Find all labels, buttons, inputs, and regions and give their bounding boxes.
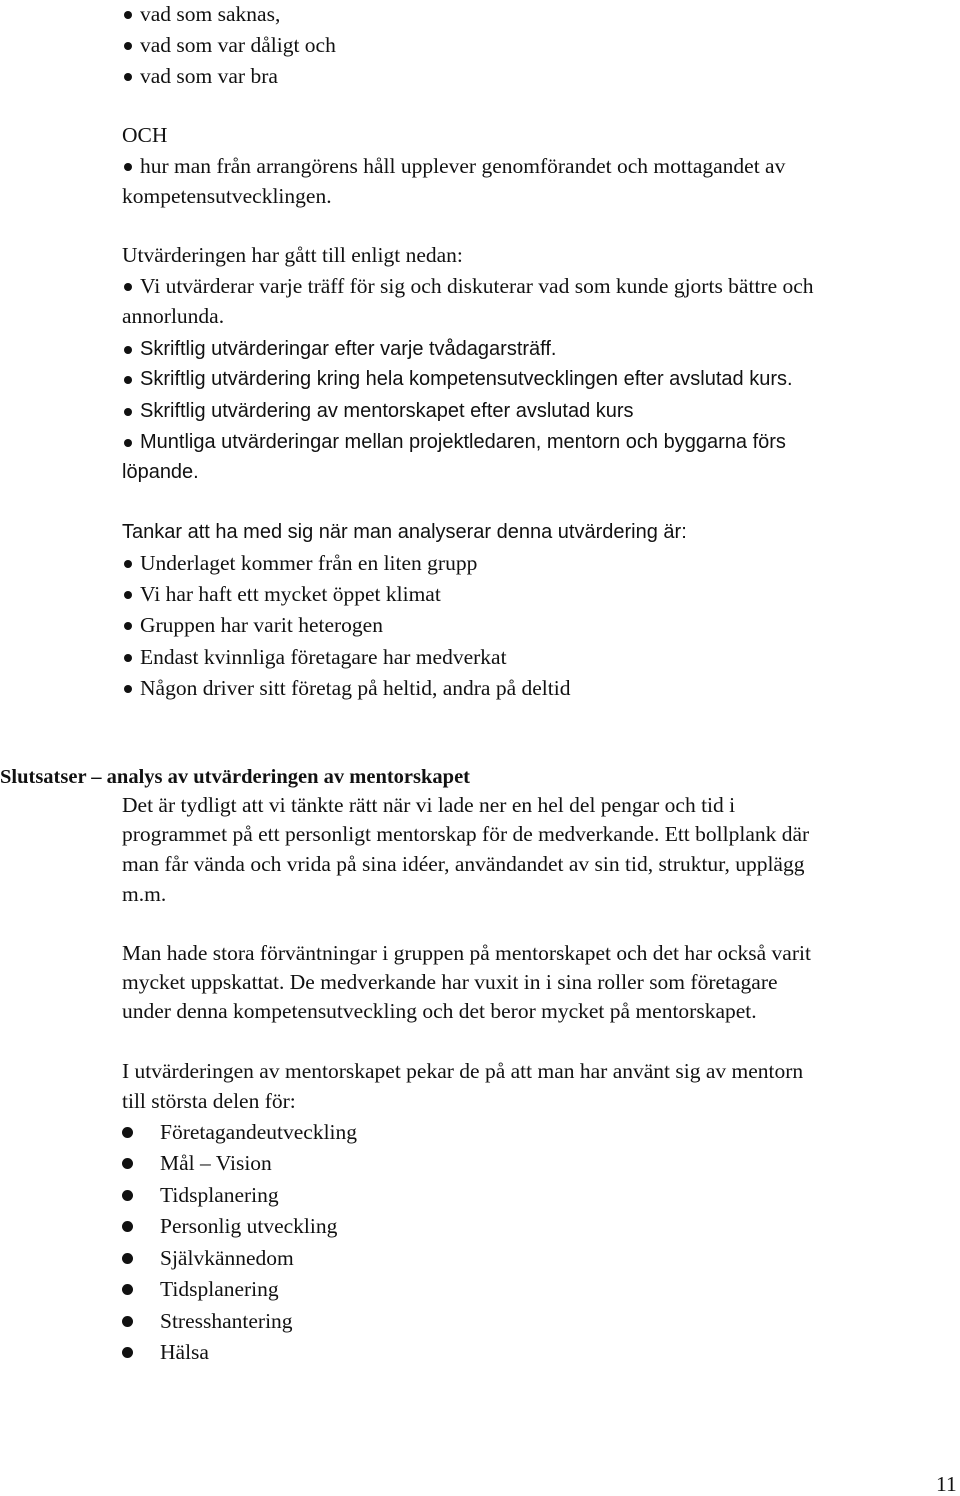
paragraph-line: I utvärderingen av mentorskapet pekar de på att man har använt sig av mentorn — [122, 1059, 804, 1083]
och-label: OCH — [122, 123, 168, 147]
list-item: Tidsplanering — [160, 1277, 279, 1301]
paragraph-line: mycket uppskattat. De medverkande har vuxit in i sina roller som företagare — [122, 970, 778, 994]
bullet-icon — [124, 73, 132, 81]
section-heading: Slutsatser – analys av utvärderingen av mentorskapet — [0, 766, 470, 788]
bullet-icon — [124, 560, 132, 568]
list-item: Någon driver sitt företag på heltid, andra på deltid — [140, 676, 571, 700]
bullet-icon — [124, 11, 132, 19]
bullet-icon — [124, 591, 132, 599]
bullet-icon — [124, 283, 132, 291]
paragraph-line: m.m. — [122, 882, 167, 906]
paragraph-line: Man hade stora förväntningar i gruppen på mentorskapet och det har också varit — [122, 941, 811, 965]
list-item: Vi har haft ett mycket öppet klimat — [140, 582, 441, 606]
list-item: Endast kvinnliga företagare har medverkat — [140, 645, 507, 669]
bullet-icon — [124, 439, 132, 447]
list-item: Vi utvärderar varje träff för sig och diskuterar vad som kunde gjorts bättre och — [140, 274, 814, 298]
bullet-icon — [124, 685, 132, 693]
thoughts-intro: Tankar att ha med sig när man analyserar denna utvärdering är: — [122, 521, 687, 543]
list-item-continuation: kompetensutvecklingen. — [122, 184, 332, 208]
list-item: Stresshantering — [160, 1309, 293, 1333]
paragraph-line: programmet på ett personligt mentorskap för de medverkande. Ett bollplank där — [122, 822, 810, 846]
bullet-icon — [122, 1158, 133, 1169]
list-item: Skriftlig utvärdering av mentorskapet efter avslutad kurs — [140, 400, 634, 422]
list-item: Gruppen har varit heterogen — [140, 613, 383, 637]
bullet-icon — [124, 163, 132, 171]
list-item-continuation: annorlunda. — [122, 304, 225, 328]
bullet-icon — [122, 1284, 133, 1295]
list-item: Tidsplanering — [160, 1183, 279, 1207]
bullet-icon — [124, 622, 132, 630]
list-item: Självkännedom — [160, 1246, 294, 1270]
bullet-icon — [124, 376, 132, 384]
bullet-icon — [124, 654, 132, 662]
list-item: vad som saknas, — [140, 2, 281, 26]
paragraph-line: Det är tydligt att vi tänkte rätt när vi lade ner en hel del pengar och tid i — [122, 793, 736, 817]
page-number: 11 — [936, 1472, 957, 1496]
bullet-icon — [124, 408, 132, 416]
paragraph-line: under denna kompetensutveckling och det beror mycket på mentorskapet. — [122, 999, 757, 1023]
bullet-icon — [122, 1316, 133, 1327]
list-item: Skriftlig utvärdering kring hela kompetensutvecklingen efter avslutad kurs. — [140, 368, 793, 390]
list-item: vad som var dåligt och — [140, 33, 336, 57]
list-item: Muntliga utvärderingar mellan projektledaren, mentorn och byggarna förs — [140, 431, 786, 453]
bullet-icon — [122, 1190, 133, 1201]
bullet-icon — [122, 1127, 133, 1138]
list-item: Underlaget kommer från en liten grupp — [140, 551, 478, 575]
paragraph-line: man får vända och vrida på sina idéer, användandet av sin tid, struktur, upplägg — [122, 852, 805, 876]
list-item: Personlig utveckling — [160, 1214, 338, 1238]
list-item: Skriftlig utvärderingar efter varje tvådagarsträff. — [140, 338, 557, 360]
bullet-icon — [122, 1253, 133, 1264]
paragraph-line: till största delen för: — [122, 1089, 296, 1113]
bullet-icon — [124, 346, 132, 354]
bullet-icon — [124, 42, 132, 50]
list-item: vad som var bra — [140, 64, 278, 88]
list-item: Hälsa — [160, 1340, 209, 1364]
list-item: Företagandeutveckling — [160, 1120, 358, 1144]
list-item-continuation: löpande. — [122, 461, 199, 483]
process-intro: Utvärderingen har gått till enligt nedan: — [122, 243, 463, 267]
list-item: Mål – Vision — [160, 1151, 272, 1175]
bullet-icon — [122, 1221, 133, 1232]
list-item: hur man från arrangörens håll upplever genomförandet och mottagandet av — [140, 154, 786, 178]
bullet-icon — [122, 1347, 133, 1358]
